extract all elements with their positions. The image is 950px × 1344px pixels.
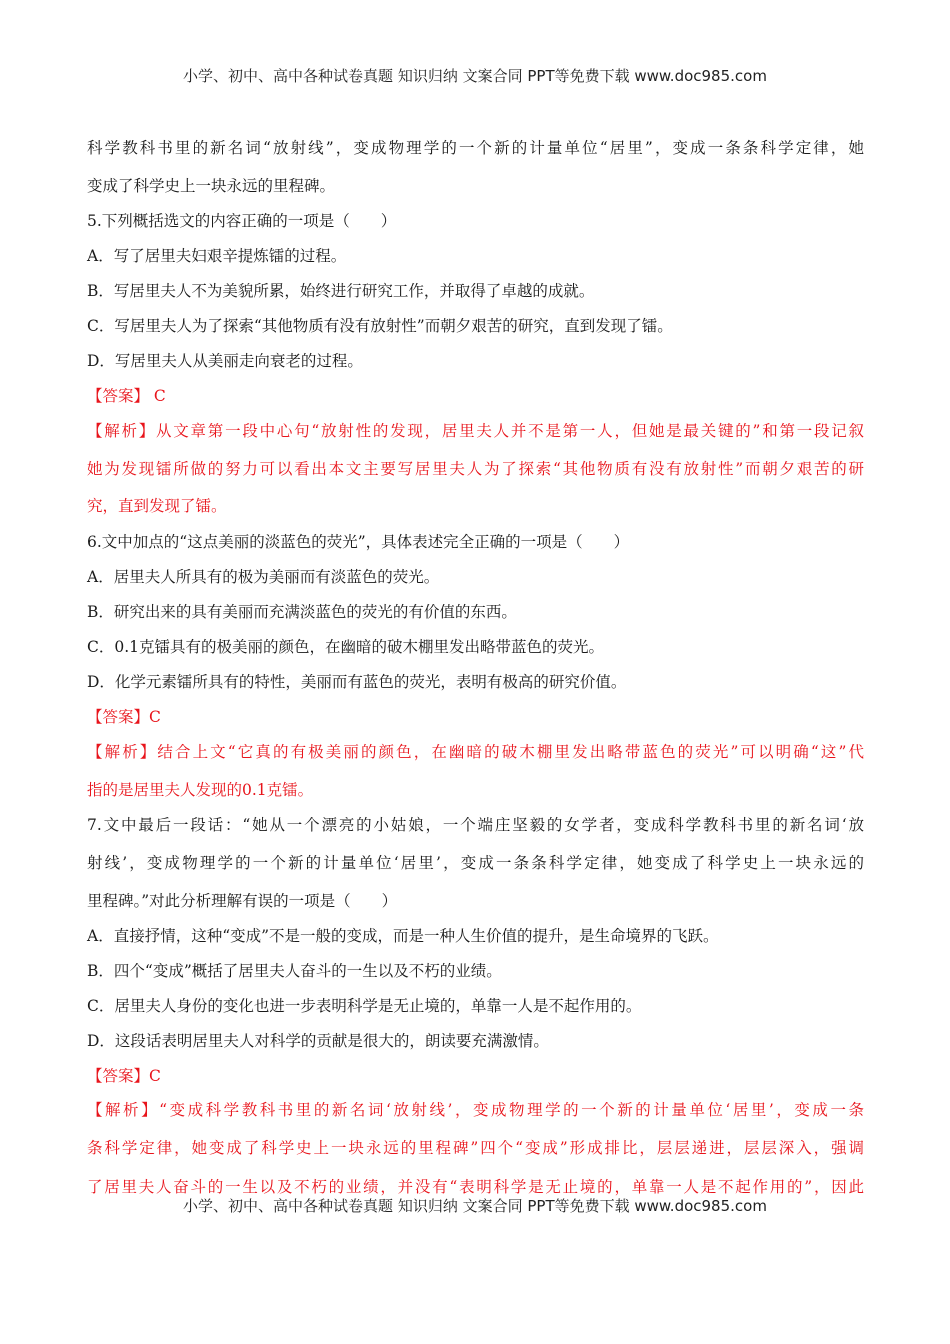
option-a: A．居里夫人所具有的极为美丽而有淡蓝色的荧光。: [87, 568, 440, 586]
answer: 【答案】C: [87, 1067, 161, 1085]
option-a: A．直接抒情，这种“变成”不是一般的变成，而是一种人生价值的提升，是生命境界的飞跃。: [87, 927, 719, 945]
question-7-stem: 7.文中最后一段话：“她从一个漂亮的小姑娘，一个端庄坚毅的女学者，变成科学教科书里的新名词‘放: [87, 816, 864, 834]
question-5-stem: 5.下列概括选文的内容正确的一项是（ ）: [87, 212, 397, 230]
option-d: D．写居里夫人从美丽走向衰老的过程。: [87, 352, 363, 370]
paragraph-line: 变成了科学史上一块永远的里程碑。: [87, 177, 336, 195]
analysis-line: 指的是居里夫人发现的0.1克镭。: [87, 781, 314, 799]
question-7-stem: 里程碑。”对此分析理解有误的一项是（ ）: [87, 892, 398, 910]
analysis-line: 【解析】从文章第一段中心句“放射性的发现，居里夫人并不是第一人，但她是最关键的”和第一段记叙: [87, 422, 864, 440]
analysis-line: 【解析】“变成科学教科书里的新名词‘放射线’，变成物理学的一个新的计量单位‘居里’，变成一条: [87, 1101, 864, 1119]
answer: 【答案】 C: [87, 387, 166, 405]
paragraph-line: 科学教科书里的新名词“放射线”，变成物理学的一个新的计量单位“居里”，变成一条条科学定律，她: [87, 139, 864, 157]
analysis-line: 她为发现镭所做的努力可以看出本文主要写居里夫人为了探索“其他物质有没有放射性”而朝夕艰苦的研: [87, 460, 864, 478]
option-c: C．居里夫人身份的变化也进一步表明科学是无止境的，单靠一人是不起作用的。: [87, 997, 642, 1015]
option-b: B．研究出来的具有美丽而充满淡蓝色的荧光的有价值的东西。: [87, 603, 517, 621]
option-a: A．写了居里夫妇艰辛提炼镭的过程。: [87, 247, 347, 265]
option-d: D．化学元素镭所具有的特性，美丽而有蓝色的荧光，表明有极高的研究价值。: [87, 673, 627, 691]
analysis-line: 了居里夫人奋斗的一生以及不朽的业绩，并没有“表明科学是无止境的，单靠一人是不起作用的”，因此: [87, 1178, 864, 1196]
answer: 【答案】C: [87, 708, 161, 726]
question-6-stem: 6.文中加点的“这点美丽的淡蓝色的荧光”，具体表述完全正确的一项是（ ）: [87, 533, 630, 551]
option-c: C．0.1克镭具有的极美丽的颜色，在幽暗的破木棚里发出略带蓝色的荧光。: [87, 638, 605, 656]
option-d: D．这段话表明居里夫人对科学的贡献是很大的，朗读要充满激情。: [87, 1032, 549, 1050]
option-c: C．写居里夫人为了探索“其他物质有没有放射性”而朝夕艰苦的研究，直到发现了镭。: [87, 317, 673, 335]
question-7-stem: 射线’，变成物理学的一个新的计量单位‘居里’，变成一条条科学定律，她变成了科学史上一块永远的: [87, 854, 864, 872]
page-footer: 小学、初中、高中各种试卷真题 知识归纳 文案合同 PPT等免费下载 www.doc985.com: [183, 1197, 767, 1215]
analysis-line: 究，直到发现了镭。: [87, 497, 227, 515]
analysis-line: 条科学定律，她变成了科学史上一块永远的里程碑”四个“变成”形成排比，层层递进，层层深入，强调: [87, 1139, 864, 1157]
option-b: B．四个“变成”概括了居里夫人奋斗的一生以及不朽的业绩。: [87, 962, 502, 980]
page-header: 小学、初中、高中各种试卷真题 知识归纳 文案合同 PPT等免费下载 www.doc985.com: [183, 67, 767, 85]
analysis-line: 【解析】结合上文“它真的有极美丽的颜色，在幽暗的破木棚里发出略带蓝色的荧光”可以明确“这”代: [87, 743, 864, 761]
option-b: B．写居里夫人不为美貌所累，始终进行研究工作，并取得了卓越的成就。: [87, 282, 595, 300]
